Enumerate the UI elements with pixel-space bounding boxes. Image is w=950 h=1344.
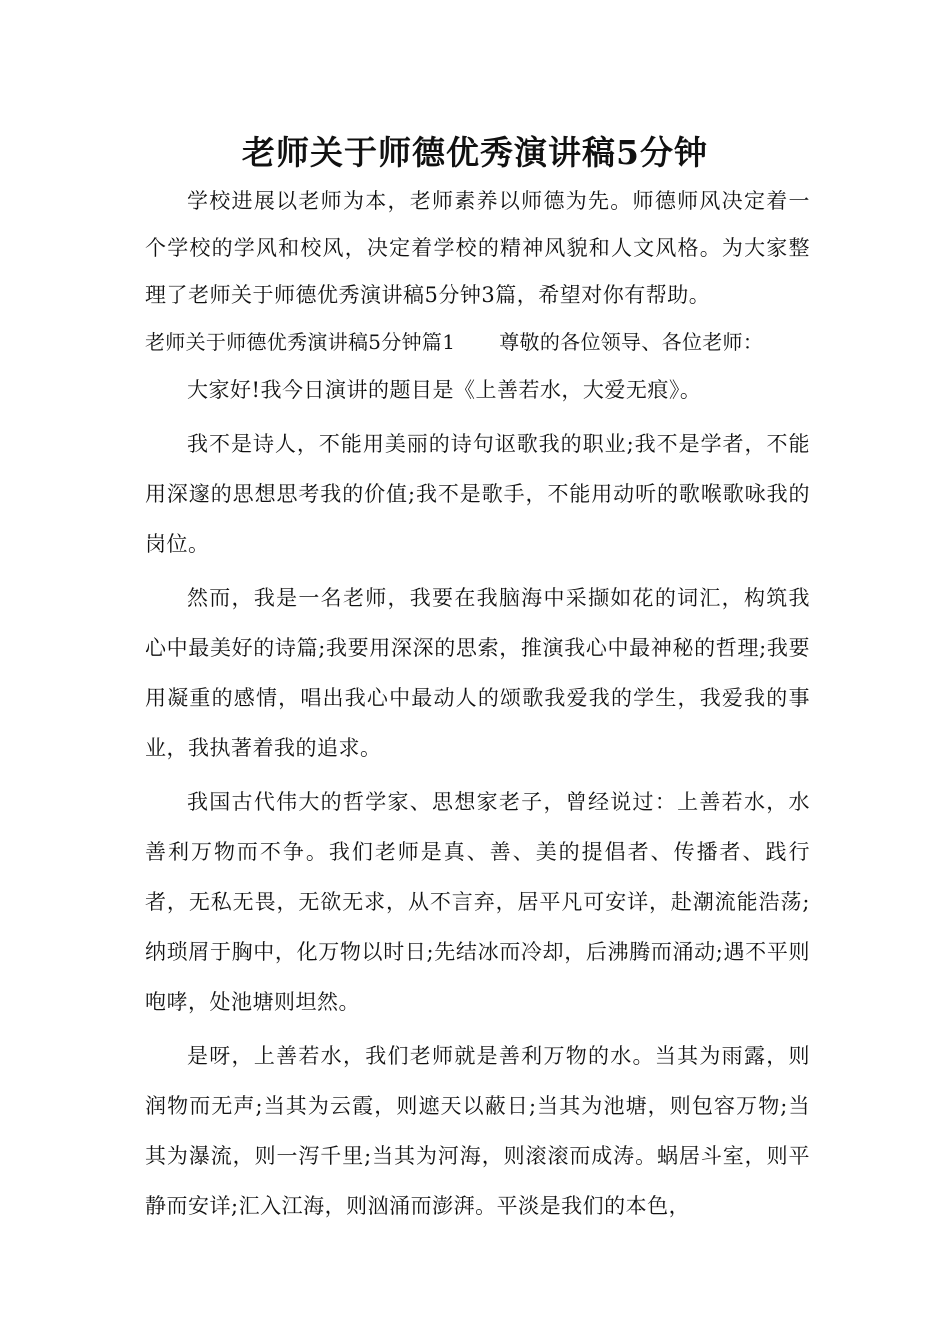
document-body — [145, 178, 810, 1231]
section-heading-line — [145, 319, 810, 365]
intro-paragraph: 学校进展以老师为本，老师素养以师德为先。师德师风决定着一个学校的学风和校风，决定着学校的精神风貌和人文风格。为大家整理了老师关于师德优秀演讲稿5分钟3篇，希望对你有帮助。 — [145, 189, 810, 307]
document-title: 老师关于师德优秀演讲稿5分钟 — [242, 133, 708, 172]
salutation: 尊敬的各位领导、各位老师： — [499, 330, 764, 354]
body-paragraph-3: 然而，我是一名老师，我要在我脑海中采撷如花的词汇，构筑我心中最美好的诗篇;我要用深深的思索，推演我心中最神秘的哲理;我要用凝重的感情，唱出我心中最动人的颂歌我爱我的学生，我爱我的事业，我执著着我的追求。 — [145, 586, 810, 760]
body-paragraph-5: 是呀，上善若水，我们老师就是善利万物的水。当其为雨露，则润物而无声;当其为云霞，则遮天以蔽日;当其为池塘，则包容万物;当其为瀑流，则一泻千里;当其为河海，则滚滚而成涛。蜗居斗室，则平静而安详;汇入江海，则汹涌而澎湃。平淡是我们的本色， — [145, 1044, 810, 1218]
body-paragraph-2: 我不是诗人，不能用美丽的诗句讴歌我的职业;我不是学者，不能用深邃的思想思考我的价值;我不是歌手，不能用动听的歌喉歌咏我的岗位。 — [145, 432, 810, 556]
section-label: 老师关于师德优秀演讲稿5分钟篇1 — [145, 330, 456, 354]
body-paragraph-1: 大家好!我今日演讲的题目是《上善若水，大爱无痕》。 — [187, 378, 702, 402]
body-paragraph-4: 我国古代伟大的哲学家、思想家老子，曾经说过：上善若水，水善利万物而不争。我们老师是真、善、美的提倡者、传播者、践行者，无私无畏，无欲无求，从不言弃，居平凡可安详，赴潮流能浩荡;纳琐屑于胸中，化万物以时日;先结冰而冷却，后沸腾而涌动;遇不平则咆哮，处池塘则坦然。 — [145, 790, 810, 1014]
